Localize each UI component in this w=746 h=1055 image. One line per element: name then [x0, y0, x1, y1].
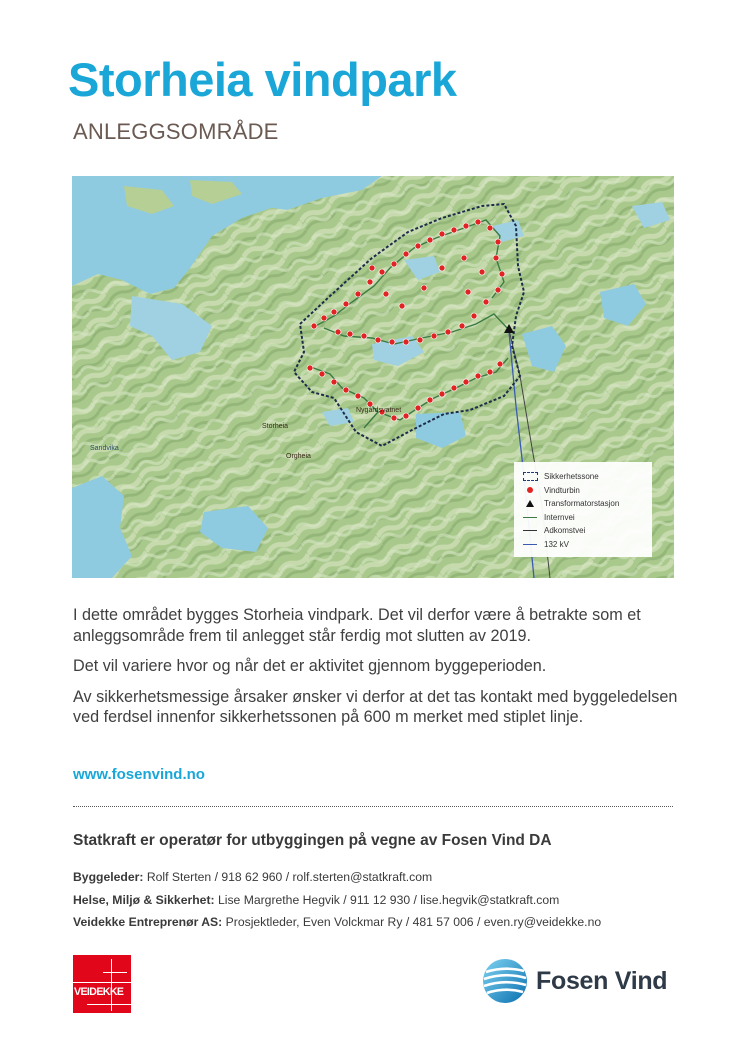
page-subtitle: ANLEGGSOMRÅDE: [73, 119, 279, 144]
green-line-icon: [522, 511, 538, 523]
red-dot-icon: [522, 484, 538, 496]
veidekke-wordmark: VEIDEKKE: [74, 986, 124, 998]
map-legend: [514, 462, 652, 557]
dark-line-icon: [522, 525, 538, 537]
legend-item-transformer: Transformatorstasjon: [522, 497, 646, 511]
dotted-divider: [73, 806, 673, 807]
contact-row: [73, 911, 601, 934]
contact-value: Rolf Sterten / 918 62 960 / rolf.sterten@statkraft.com: [146, 870, 433, 884]
fosen-vind-logo: [482, 958, 667, 1004]
body-text: [73, 605, 683, 738]
fosen-globe-icon: [482, 958, 528, 1004]
website-link[interactable]: www.fosenvind.no: [73, 766, 205, 783]
body-paragraph: Det vil variere hvor og når det er aktivitet gjennom byggeperioden.: [73, 657, 547, 675]
contact-label: Byggeleder:: [73, 870, 144, 884]
legend-item-internal-road: Internvei: [522, 511, 646, 525]
black-triangle-icon: [522, 498, 538, 510]
operator-heading: Statkraft er operatør for utbyggingen på vegne av Fosen Vind DA: [73, 832, 552, 849]
contact-row: [73, 866, 601, 889]
contact-value: Lise Margrethe Hegvik / 911 12 930 / lise.hegvik@statkraft.com: [217, 892, 560, 907]
map-label-orgheia: Orgheia: [286, 453, 311, 460]
map-label-nygardsvatnet: Nygårdsvatnet: [356, 407, 402, 414]
veidekke-logo: [73, 955, 131, 1013]
map-label-sandvika: Sandvika: [90, 445, 119, 452]
contact-row: [73, 889, 601, 912]
blue-line-icon: [522, 538, 538, 550]
legend-item-access-road: Adkomstvei: [522, 524, 646, 538]
page-title: Storheia vindpark: [68, 53, 457, 106]
contact-value: Prosjektleder, Even Volckmar Ry / 481 57 006 / even.ry@veidekke.no: [225, 915, 602, 929]
contact-label: Veidekke Entreprenør AS:: [73, 915, 223, 929]
site-map: [72, 176, 674, 578]
legend-item-power-line: 132 kV: [522, 538, 646, 552]
body-paragraph: Av sikkerhetsmessige årsaker ønsker vi derfor at det tas kontakt med byggeledelsen ved ferdsel innenfor sikkerhetssonen på 600 m merket med stiplet linje.: [73, 687, 678, 726]
map-label-storheia: Storheia: [262, 423, 289, 430]
contact-label: Helse, Miljø & Sikkerhet:: [73, 892, 215, 907]
fosen-wordmark: Fosen Vind: [536, 966, 668, 995]
legend-item-turbine: Vindturbin: [522, 484, 646, 498]
legend-item-safety-zone: Sikkerhetssone: [522, 470, 646, 484]
dashed-boundary-icon: [522, 471, 538, 483]
contact-list: [73, 866, 601, 934]
body-paragraph: I dette området bygges Storheia vindpark. Det vil derfor være å betrakte som et anleggsområde frem til anlegget står ferdig mot slutten av 2019.: [73, 606, 641, 645]
